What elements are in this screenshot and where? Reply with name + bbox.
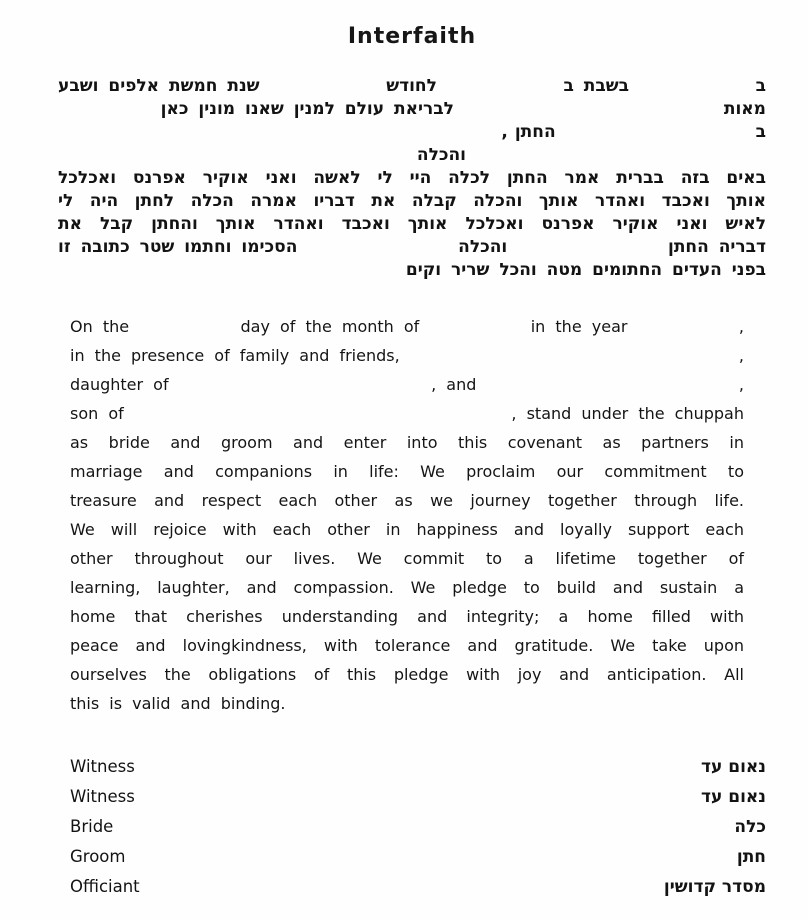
english-vow-line-5: other throughout our lives. We commit to a lifetime together of (70, 549, 744, 568)
hebrew-covenant-line-2: אותך ואכבד ואהדר אותך והכלה קבלה את דבריו אמרה הכלה לחתן היה לי (58, 191, 766, 211)
english-chuppah-text: , stand under the chuppah (511, 404, 744, 423)
english-bride-line (70, 370, 744, 399)
officiant-label-hebrew: מסדר קדושין (663, 877, 766, 897)
english-and-text: , and (431, 375, 477, 394)
english-vow-line-8: peace and lovingkindness, with tolerance and gratitude. We take upon (70, 636, 744, 655)
english-groom-line (70, 399, 744, 428)
hebrew-text-section (58, 75, 766, 282)
english-month-label: day of the month of (240, 317, 420, 336)
hebrew-groom-line (58, 121, 766, 144)
english-year-label: in the year (530, 317, 628, 336)
witness-label: Witness (70, 787, 135, 806)
witness-label-hebrew: נאום עד (701, 787, 766, 807)
blank-place-field (556, 136, 756, 137)
english-vow-line-10: this is valid and binding. (70, 694, 286, 713)
english-vow-line-7: home that cherishes understanding and integrity; a home filled with (70, 607, 744, 626)
hebrew-day-prefix: ב (755, 76, 766, 96)
hebrew-groom-words: דבריה החתן (667, 237, 766, 257)
english-presence-line (70, 341, 744, 370)
witness-label: Witness (70, 757, 135, 776)
witness-label-hebrew: נאום עד (701, 757, 766, 777)
signature-row-witness-2 (70, 782, 766, 812)
blank-groom-name-field (466, 159, 766, 160)
english-vow-line-4: We will rejoice with each other in happiness and loyally support each (70, 520, 744, 539)
english-presence-text: in the presence of family and friends, (70, 346, 400, 365)
english-vow-line-6: learning, laughter, and compassion. We pledge to build and sustain a (70, 578, 744, 597)
english-vow-line-1: as bride and groom and enter into this covenant as partners in (70, 433, 744, 452)
hebrew-bride-label: והכלה (416, 145, 466, 165)
hebrew-groom-label: החתן (514, 122, 556, 142)
hebrew-covenant-line-3: לאיש ואני אוקיר אפרנס ואכלכל אותך ואכבד ואהדר אותך והחתן קבל את (58, 214, 766, 234)
hebrew-hundreds-text: מאות (723, 99, 766, 119)
english-son-of: son of (70, 404, 124, 423)
hebrew-bride-line (58, 144, 766, 167)
english-comma: , (738, 375, 744, 394)
english-vow-line-2: marriage and companions in life: We proclaim our commitment to (70, 462, 744, 481)
hebrew-comma: , (501, 122, 508, 142)
groom-label-hebrew: חתן (736, 847, 766, 867)
english-date-line (70, 312, 744, 341)
hebrew-year-line (58, 98, 766, 121)
hebrew-witnesses-line: בפני העדים החתומים מטה והכל שריר וקים (405, 260, 766, 280)
hebrew-date-line (58, 75, 766, 98)
signature-row-groom (70, 842, 766, 872)
hebrew-covenant-line-1: באים בזה בברית אמר החתן לכלה היי לי לאשה ואני אוקיר אפרנס ואכלכל (58, 168, 766, 188)
hebrew-creation-text: לבריאת עולם למנין שאנו מונין כאן (160, 99, 454, 119)
english-vow-line-3: treasure and respect each other as we journey together through life. (70, 491, 744, 510)
english-comma: , (738, 346, 744, 365)
page-title: Interfaith (347, 24, 477, 49)
english-comma: , (738, 317, 744, 336)
english-vow-line-9: ourselves the obligations of this pledge with joy and anticipation. All (70, 665, 744, 684)
hebrew-month-label: לחודש (386, 76, 437, 96)
english-text-section (70, 312, 744, 718)
hebrew-place-prefix: ב (755, 122, 766, 142)
signature-section (70, 752, 766, 902)
english-daughter-of: daughter of (70, 375, 169, 394)
signature-row-officiant (70, 872, 766, 902)
hebrew-week-text: בשבת ב (563, 76, 630, 96)
hebrew-agreement-line (58, 236, 766, 259)
hebrew-signed-text: הסכימו וחתמו שטר כתובה זו (58, 237, 298, 257)
bride-label: Bride (70, 817, 114, 836)
english-on-the: On the (70, 317, 130, 336)
hebrew-bride-word: והכלה (458, 237, 508, 257)
signature-row-bride (70, 812, 766, 842)
officiant-label: Officiant (70, 877, 140, 896)
hebrew-year-text: שנת חמשת אלפים ושבע (58, 76, 260, 96)
groom-label: Groom (70, 847, 126, 866)
bride-label-hebrew: כלה (734, 817, 766, 837)
blank-year-field (454, 113, 724, 114)
signature-row-witness-1 (70, 752, 766, 782)
